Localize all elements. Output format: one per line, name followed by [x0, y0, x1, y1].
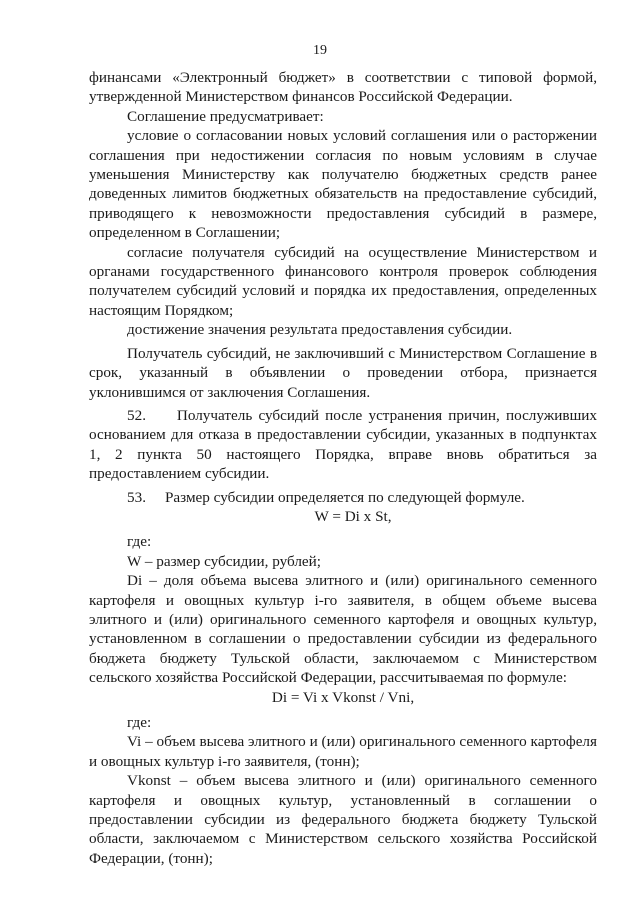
paragraph: согласие получателя субсидий на осуществление Министерством и органами государственного финансового контроля проверок соблюдения получателем субсидий условий и порядка их предоставления, определенных настоящим Порядком; [89, 243, 597, 319]
paragraph: Соглашение предусматривает: [127, 107, 324, 125]
paragraph: достижение значения результата предоставления субсидии. [127, 321, 513, 339]
page-number: 19 [313, 43, 327, 58]
paragraph: 53. Размер субсидии определяется по следующей формуле. [127, 488, 525, 506]
paragraph: Vkonst – объем высева элитного и (или) оригинального семенного картофеля и овощных культур, установленный в соглашении о предоставлении субсидии из федерального бюджета бюджету Тульской области, заключаемом с Министерством сельского хозяйства Российской Федерации, (тонн); [89, 772, 597, 867]
paragraph: W – размер субсидии, рублей; [127, 552, 322, 570]
where-label: где: [127, 714, 152, 731]
paragraph: Получатель субсидий, не заключивший с Министерством Соглашение в срок, указанный в объявлении о проведении отбора, признается уклонившимся от заключения Соглашения. [89, 344, 597, 401]
paragraph: условие о согласовании новых условий соглашения или о расторжении соглашения при недостижении согласия по новым условиям в случае уменьшения Министерству как получателю бюджетных средств ранее доведенных лимитов бюджетных обязательств на предоставление субсидий, приводящего к невозможности предоставления субсидий в размере, определенном в Соглашении; [89, 127, 597, 242]
where-label: где: [127, 533, 152, 551]
formula-w: W = Di x St, [314, 507, 392, 525]
document-body [89, 68, 597, 868]
formula-di: Di = Vi x Vkonst / Vni, [271, 688, 415, 706]
paragraph: 52. Получатель субсидий после устранения причин, послуживших основанием для отказа в предоставлении субсидии, указанных в подпунктах 1, 2 пункта 50 настоящего Порядка, вправе вновь обратиться за предоставлением субсидии. [89, 406, 597, 483]
paragraph: Di – доля объема высева элитного и (или) оригинального семенного картофеля и овощных культур i-го заявителя, в общем объеме высева элитного и (или) оригинального семенного картофеля и овощных культур, установленном в соглашении о предоставлении субсидии из федерального бюджета бюджету Тульской области, заключаемом с Министерством сельского хозяйства Российской Федерации, рассчитываемая по формуле: [89, 572, 597, 687]
paragraph: финансами «Электронный бюджет» в соответствии с типовой формой, утвержденной Министерством финансов Российской Федерации. [89, 69, 597, 106]
paragraph: Vi – объем высева элитного и (или) оригинального семенного картофеля и овощных культур i-го заявителя, (тонн); [89, 733, 597, 770]
